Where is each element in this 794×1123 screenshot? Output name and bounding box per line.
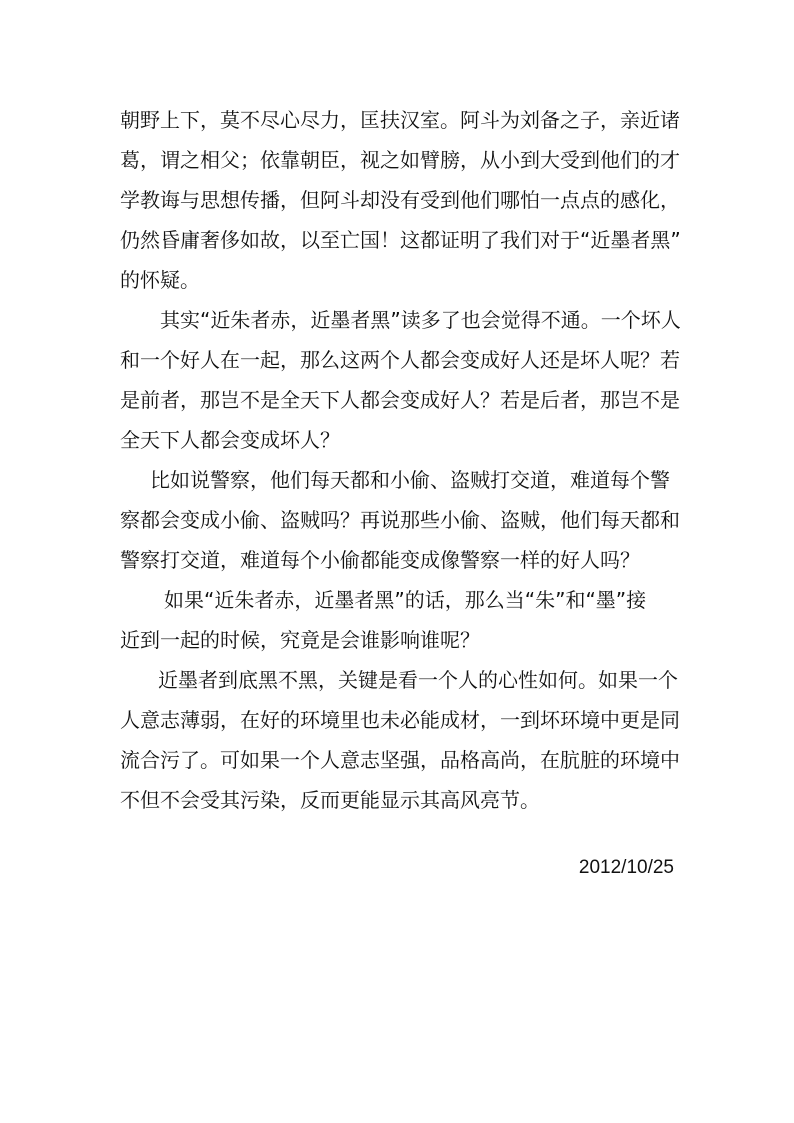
text-line: 近到一起的时候，究竟是会谁影响谁呢？: [120, 628, 480, 652]
text-line: 察都会变成小偷、盗贼吗？再说那些小偷、盗贼，他们每天都和: [120, 508, 680, 532]
text-line: 的怀疑。: [120, 268, 200, 292]
paragraph-1: [120, 100, 680, 300]
paragraph-5: [120, 660, 680, 820]
text-line: 其实“近朱者赤，近墨者黑”读多了也会觉得不通。一个坏人: [160, 308, 681, 332]
text-line: 学教诲与思想传播，但阿斗却没有受到他们哪怕一点点的感化，: [120, 188, 680, 212]
text-line: 人意志薄弱，在好的环境里也未必能成材，一到坏环境中更是同: [120, 708, 680, 732]
paragraph-4: [120, 580, 680, 660]
paragraph-3: [120, 460, 680, 580]
text-line: 近墨者到底黑不黑，关键是看一个人的心性如何。如果一个: [158, 668, 678, 692]
text-line: 仍然昏庸奢侈如故，以至亡国！这都证明了我们对于“近墨者黑”: [120, 228, 681, 252]
text-line: 全天下人都会变成坏人？: [120, 428, 340, 452]
text-line: 警察打交道，难道每个小偷都能变成像警察一样的好人吗？: [120, 548, 640, 572]
text-line: 流合污了。可如果一个人意志坚强，品格高尚，在肮脏的环境中: [120, 748, 680, 772]
text-line: 不但不会受其污染，反而更能显示其高风亮节。: [120, 788, 540, 812]
paragraph-2: [120, 300, 680, 460]
text-line: 是前者，那岂不是全天下人都会变成好人？若是后者，那岂不是: [120, 388, 680, 412]
text-line: 如果“近朱者赤，近墨者黑”的话，那么当“朱”和“墨”接: [164, 588, 647, 612]
text-line: 朝野上下，莫不尽心尽力，匡扶汉室。阿斗为刘备之子，亲近诸: [120, 108, 680, 132]
text-line: 比如说警察，他们每天都和小偷、盗贼打交道，难道每个警: [150, 468, 670, 492]
text-line: 葛，谓之相父；依靠朝臣，视之如臂膀，从小到大受到他们的才: [120, 148, 680, 172]
document-body: [120, 100, 680, 820]
document-date: 2012/10/25: [578, 857, 674, 878]
text-line: 和一个好人在一起，那么这两个人都会变成好人还是坏人呢？若: [120, 348, 680, 372]
